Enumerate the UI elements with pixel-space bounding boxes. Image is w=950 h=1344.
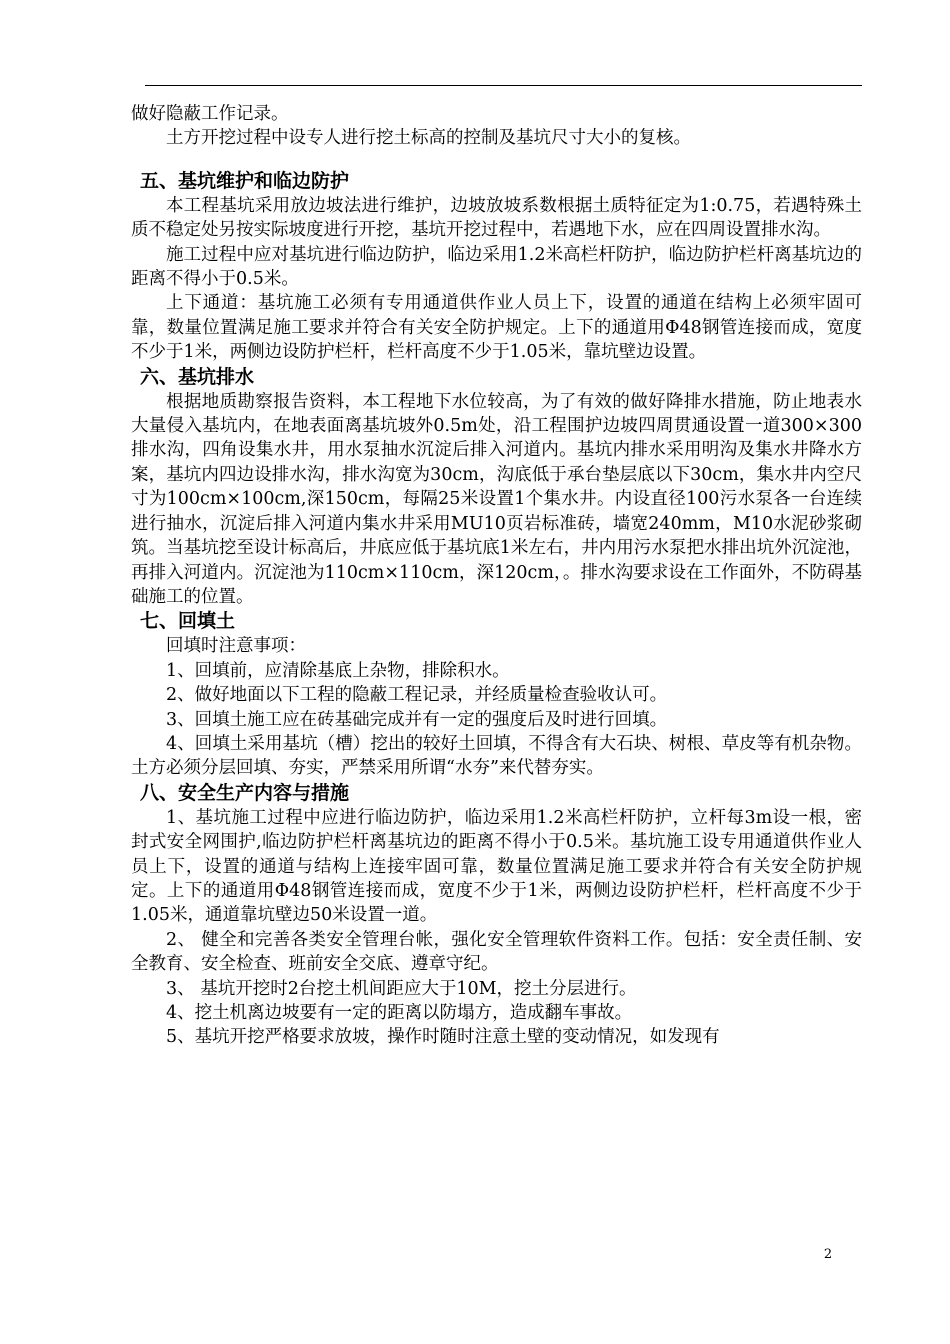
list-item: 4、挖土机离边坡要有一定的距离以防塌方，造成翻车事故。 [166, 1003, 633, 1023]
body-text: 土方开挖过程中设专人进行挖土标高的控制及基坑尺寸大小的复核。 [166, 128, 691, 149]
list-item: 2、 健全和完善各类安全管理台帐，强化安全管理软件资料工作。包括：安全责任制、安全教育、安全检查、班前安全交底、遵章守纪。 [131, 929, 862, 975]
list-item: 1、回填前，应清除基底上杂物，排除积水。 [166, 660, 510, 681]
list-item: 5、基坑开挖严格要求放坡，操作时随时注意土壁的变动情况，如发现有 [166, 1027, 720, 1048]
list-item: 3、 基坑开挖时2台挖土机间距应大于10M，挖土分层进行。 [166, 978, 637, 999]
section-heading: 五、基坑维护和临边防护 [140, 169, 350, 192]
list-item: 3、回填土施工应在砖基础完成并有一定的强度后及时进行回填。 [166, 709, 668, 730]
header-rule [145, 85, 862, 86]
page-number: 2 [823, 1247, 833, 1262]
body-text: 本工程基坑采用放边坡法进行维护，边坡放坡系数根据土质特征定为1:0.75，若遇特殊土质不稳定处另按实际坡度进行开挖，基坑开挖过程中，若遇地下水，应在四周设置排水沟。 [131, 195, 862, 241]
body-text: 做好隐蔽工作记录。 [131, 104, 289, 124]
section-heading: 六、基坑排水 [140, 365, 255, 388]
body-text: 施工过程中应对基坑进行临边防护，临边采用1.2米高栏杆防护，临边防护栏杆离基坑边的距离不得小于0.5米。 [131, 244, 862, 290]
list-item: 2、做好地面以下工程的隐蔽工程记录，并经质量检查验收认可。 [166, 685, 668, 706]
body-text: 回填时注意事项： [166, 636, 306, 657]
document-body [131, 102, 862, 1050]
list-item: 1、基坑施工过程中应进行临边防护，临边采用1.2米高栏杆防护，立杆每3m设一根，密封式安全网围护,临边防护栏杆离基坑边的距离不得小于0.5米。基坑施工设专用通道供作业人员上下，设置的通道与结构上连接牢固可靠，数量位置满足施工要求并符合有关安全防护规定。上下的通道用Φ48钢管连接而成，宽度不少于1米，两侧边设防护栏杆，栏杆高度不少于1.05米，通道靠坑壁边50米设置一道。 [131, 807, 862, 926]
section-heading: 八、安全生产内容与措施 [140, 781, 350, 804]
body-text: 上下通道：基坑施工必须有专用通道供作业人员上下，设置的通道在结构上必须牢固可靠，数量位置满足施工要求并符合有关安全防护规定。上下的通道用Φ48钢管连接而成，宽度不少于1米，两侧边设防护栏杆，栏杆高度不少于1.05米，靠坑壁边设置。 [131, 293, 862, 363]
body-text: 根据地质勘察报告资料，本工程地下水位较高，为了有效的做好降排水措施，防止地表水大量侵入基坑内，在地表面离基坑坡外0.5m处，沿工程围护边坡四周贯通设置一道300×300排水沟，四角设集水井，用水泵抽水沉淀后排入河道内。基坑内排水采用明沟及集水井降水方案，基坑内四边设排水沟，排水沟宽为30cm，沟底低于承台垫层底以下30cm，集水井内空尺寸为100cm×100cm,深150cm，每隔25米设置1个集水井。内设直径100污水泵各一台连续进行抽水，沉淀后排入河道内集水井采用MU10页岩标准砖，墙宽240mm，M10水泥砂浆砌筑。当基坑挖至设计标高后，井底应低于基坑底1米左右，井内用污水泵把水排出坑外沉淀池，再排入河道内。沉淀池为110cm×110cm，深120cm，。排水沟要求设在工作面外，不防碍基础施工的位置。 [131, 391, 862, 607]
section-heading: 七、回填土 [140, 610, 236, 633]
list-item: 4、回填土采用基坑（槽）挖出的较好土回填，不得含有大石块、树根、草皮等有机杂物。土方必须分层回填、夯实，严禁采用所谓“水夯”来代替夯实。 [131, 733, 862, 779]
